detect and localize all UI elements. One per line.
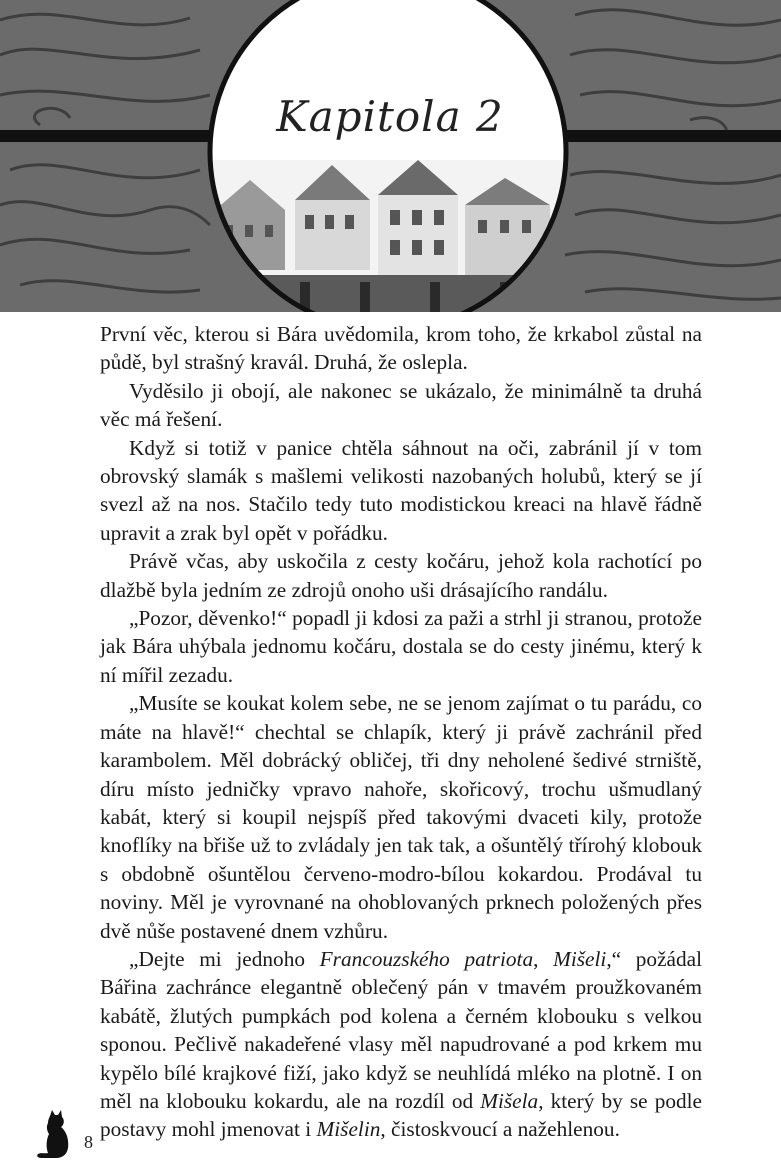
italic-text: Mišeli (553, 946, 607, 971)
chapter-header-illustration (0, 0, 781, 312)
text-segment: , čistoskvoucí a nažehlenou. (380, 1117, 620, 1142)
text-segment: , který by se podle postavy mohl jmenovat i (100, 1088, 703, 1142)
italic-text: Mišelin (316, 1117, 381, 1142)
text-segment: Když si totiž v panice chtěla sáhnout na oči, zabránil jí v tom obrovský slamák s mašlemi velikosti nazobaných holubů, který se jí svezl až na nos. Stačilo tedy tuto modistickou kreaci na hlavě řádně upravit a zrak byl opět v pořádku. (100, 435, 702, 545)
text-segment: Právě včas, aby uskočila z cesty kočáru, jehož kola rachotící po dlažbě byla jedním ze zdrojů onoho uši drásajícího randálu. (100, 549, 702, 602)
paragraph (100, 320, 702, 377)
text-segment: , (533, 946, 554, 971)
paragraph (100, 377, 702, 434)
italic-text: Francouzského patriota (319, 946, 534, 971)
paragraph (100, 689, 702, 945)
paragraph (100, 547, 702, 604)
italic-text: Mišela (480, 1088, 539, 1113)
paragraph (100, 434, 702, 548)
text-segment: První věc, kterou si Bára uvědomila, krom toho, že krkabol zůstal na půdě, byl strašný kravál. Druhá, že oslepla. (100, 322, 702, 375)
text-segment: ,“ požádal Bářina zachránce elegantně oblečený pán v tmavém proužkovaném kabátě, žlutých pumpkách pod kolena a černém klobouku s velkou sponou. Pečlivě nakadeřené vlasy měl napudrované a pod krkem mu kypělo bílé krajkové fiží, jako když se neuhlídá mléko na plotně. I on měl na klobouku kokardu, ale na rozdíl od (100, 946, 702, 1113)
text-segment: „Dejte mi jednoho (129, 946, 320, 971)
text-segment: „Pozor, děvenko!“ popadl ji kdosi za paži a strhl ji stranou, protože jak Bára uhýbala jednomu kočáru, dostala se do cesty jinému, který k ní mířil zezadu. (100, 606, 702, 687)
cat-silhouette-icon (36, 1110, 76, 1160)
paragraph (100, 604, 702, 689)
chapter-body (100, 320, 702, 1144)
chapter-header (0, 0, 781, 312)
chapter-title: Kapitola 2 (276, 92, 504, 141)
paragraph (100, 945, 702, 1144)
text-segment: „Musíte se koukat kolem sebe, ne se jenom zajímat o tu parádu, co máte na hlavě!“ chechtal se chlapík, který ji právě zachránil před karambolem. Měl dobrácký obličej, tři dny neholené šedivé strniště, díru místo jedničky vpravo nahoře, skořicový, trochu ušmudlaný kabát, který si koupil nejspíš před takovými dvaceti kily, protože knoflíky na břiše už to zvládaly jen tak tak, a ošuntělý třírohý klobouk s obdobně ošuntělou červeno-modro-bílou kokardou. Prodával tu noviny. Měl je vyrovnané na ohoblovaných prknech položených přes dvě nůše postavené dnem vzhůru. (100, 691, 702, 943)
text-segment: Vyděsilo ji obojí, ale nakonec se ukázalo, že minimálně ta druhá věc má řešení. (100, 378, 702, 432)
page-number: 8 (84, 1132, 93, 1152)
